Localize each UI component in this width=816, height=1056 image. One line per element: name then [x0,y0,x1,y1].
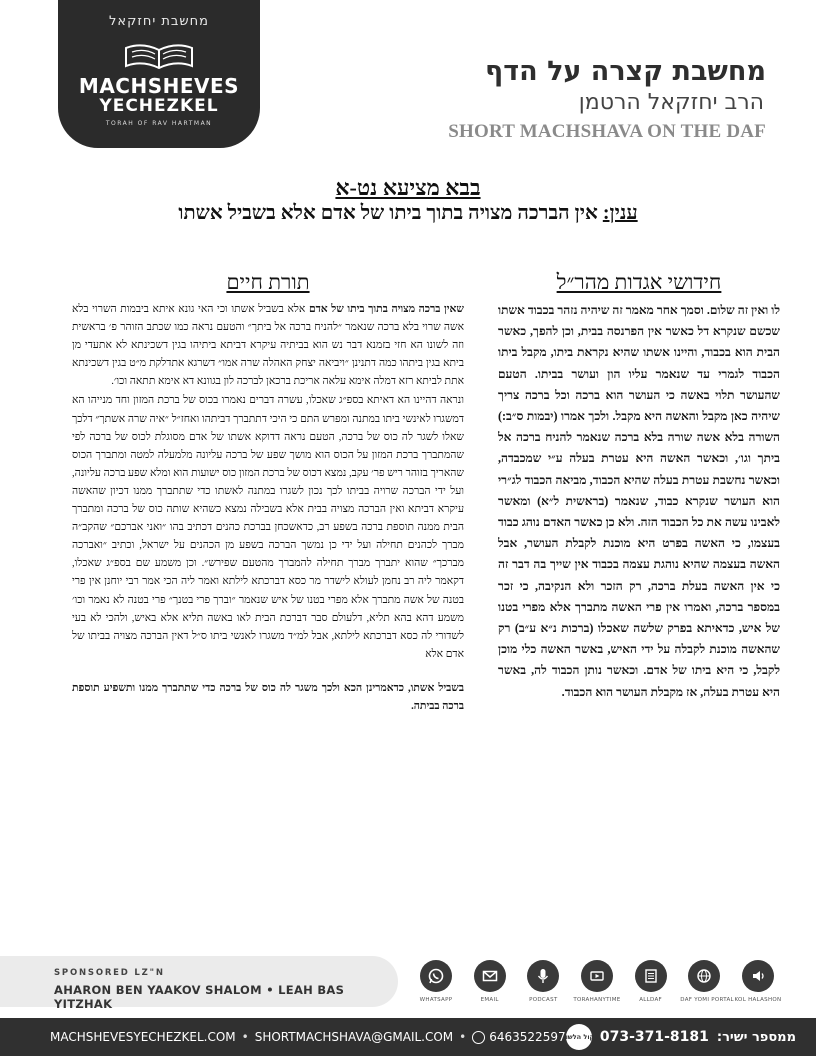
topic-title [40,202,776,225]
daf-title: בבא מציעא נט-א [335,175,481,200]
kol-halashon-logo: קול הלשון [566,1024,592,1050]
alldaf-link[interactable]: ALLDAF [627,960,675,1010]
email-link[interactable]: EMAIL [466,960,514,1010]
topic-text: אין הברכה מצויה בתוך ביתו של אדם אלא בשביל אשתו [178,202,603,224]
header-english: SHORT MACHSHAVA ON THE DAF [448,121,766,142]
contact-bar: MACHSHEVESYECHEZKEL.COM • SHORTMACHSHAVA@GMAIL.COM • 6463522597 ממספר ישיר: 073-371-8181 קול הלשון [0,1018,816,1056]
kol-halashon-icon [742,960,774,992]
whatsapp-icon [420,960,452,992]
left-paragraph-1-lead: שאין ברכה מצויה בתוך ביתו של אדם [308,303,464,315]
logo-hebrew: מחשבת יחזקאל [109,14,209,29]
kol-halashon-link[interactable]: KOL HALASHON [734,960,782,1010]
left-column-text [72,300,464,786]
open-book-icon [122,40,196,70]
topic-label: ענין: [602,202,638,224]
left-paragraph-1: שאין ברכה מצויה בתוך ביתו של אדם אלא בשביל אשתו וכי האי גונא איתא ביבמות השרוי בלא אשה שרוי בלא ברכה שנאמר ״להניח ברכה אל ביתך״ והטעם נראה כמו שכתב הזוהר פ׳ בראשית וזה לשונו הא חזי בזמנא דבר נש הוא בביתיה עיקרא דביתא ביתיהו בגין דשכינתא לא אתעדי מן ביתא בגין ביתהו כמה דתנינן ״ויביאה יצחק האהלה שרה אמו״ דשרגא אתדלקת מ״ט בגין דשכינתא אתת לביתא רזא דמלה אימא עלאה אריכת ברכאן לברכה לון בגוונא דא אימא תתאה וכו׳. [72,303,464,388]
email-icon [474,960,506,992]
phone-label: ממספר ישיר: [716,1029,796,1045]
left-paragraph-3: בשביל אשתו, כדאמרינן הכא ולכך משגר לה כוס של ברכה כדי שתתברך ממנו ותשפיע תוספת ברכה בביתה. [72,681,464,712]
dafyomi-portal-icon [688,960,720,992]
whatsapp-small-icon [472,1031,485,1044]
logo-line2: YECHEZKEL [99,96,219,116]
dafyomi-portal-link[interactable]: DAF YOMI PORTAL [680,960,728,1010]
platform-links [412,960,782,1010]
sponsor-label: SPONSORED LZ"N [54,968,165,978]
right-column-heading: חידושי אגדות מהר״ל [556,270,722,294]
podcast-link[interactable]: PODCAST [519,960,567,1010]
website-link[interactable]: MACHSHEVESYECHEZKEL.COM [50,1030,236,1044]
torahanytime-link[interactable]: TORAHANYTIME [573,960,621,1010]
header-rabbi: הרב יחזקאל הרטמן [578,90,764,115]
left-paragraph-2: ונראה דהיינו הא דאיתא בספ״ג שאכלו, עשרה דברים נאמרו בכוס של ברכת המזון וחד מנייהו הא דמשגרו לאינשי ביתו במתנה ומפרש התם כי היכי דתתברך דביתהו ואחז״ל ״איה שרה אשתך״ דלכך שאלו לשגר לה כוס של ברכה, הטעם נראה דדוקא אשתו של אדם מסוגלת לכוס של ברכה לפי שהמתברך ברכת המזון על הכוס הוא מושך שפע של ברכה עליונה מלמעלה למטה ומתברך הכוס שהאריך בזוהר ריש פר׳ עקב, נמצא דכוס של ברכת המזון כוס ישועות הוא ומלא שפע ברכה עליונה, ועל ידי הברכה שרויה בביתו לכך נכון לשגרו במתנה לאשתו כדי שתתברך ממנו דכיון שהאשה עיקרא דביתא ואין הברכה מצויה בבית אלא בשבילה נמצא כשהיא שותה כוס של ברכה ומתברך הבית ממנה תוספת ברכה בשפע רב, כדאשכחן בברכת כהנים דכתיב בהו ״ואני אברכם״ שהקב״ה מברך לכהנים תחילה ועל ידי כן נמשך הברכה בשפע מן הכהנים על ישראל, וכתיב ״ואברכה מברכך״ שהוא יתברך מברך תחילה להמברך מהטעם שפירש״. וכן משמע שם בספ״ג שאכלו, דקאמר ליה רב נחמן לעולא לישדר מר כסא דברכתא לילתא ואמר ליה הכי אמר רבי יוחנן אין פרי בטנה של אשה מתברך אלא מפרי בטנו של איש שנאמר ״וברך פרי בטנך״ פרי בטנה לא נאמר וכו׳ משמע דהא בהא תליא, דלעולם סבר דברכת הבית לאו באשה תליא אלא באיש, ולהכי לא בעי לשדורי לה כסא דברכתא לילתא, אבל למ״ד משגרו לאנשי ביתו ס״ל דאין הברכה מצויה בביתו של אדם אלא [72,394,464,660]
logo [58,0,260,148]
logo-line1: MACHSHEVES [78,74,240,98]
whatsapp-number[interactable]: 6463522597 [472,1030,565,1044]
torahanytime-icon [581,960,613,992]
email-address-link[interactable]: SHORTMACHSHAVA@GMAIL.COM [254,1030,454,1044]
sponsor-banner [0,956,398,1011]
alldaf-icon [635,960,667,992]
logo-tagline: TORAH OF RAV HARTMAN [105,120,213,127]
phone-number[interactable]: 073-371-8181 [599,1029,709,1045]
sponsor-names: AHARON BEN YAAKOV SHALOM • LEAH BAS YITZHAK [54,983,345,1011]
left-column-heading: תורת חיים [226,270,310,294]
whatsapp-link[interactable]: WHATSAPP [412,960,460,1010]
microphone-icon [527,960,559,992]
header-title: מחשבת קצרה על הדף [485,56,766,87]
direct-phone [563,1024,796,1050]
right-column-text: לו ואין זה שלום. וסמך אחר מאמר זה שיהיה נזהר בכבוד אשתו שכשם שנקרא דל כאשר אין הפרנסה בבית, וכן להפך, כאשר הבית הוא בכבוד, והיינו אשתו שהיא נקראת ביתו, מקבל ביתו הכבוד לגמרי עד שנאמר עליו הון ועושר בביתו. הטעם שהעושר תלוי באשה כי העושר הוא ברכה וכל ברכה צריך שיהיה כאן מקבל והאשה היא מקבל. ולכך אמרו (יבמות ס״ב:) השורה בלא אשה שורה בלא ברכה שנאמר להניח ברכה אל ביתך וגו׳, וכאשר האשה היא עטרת בעלה ע״י שמכבדה, וכאשר נחשבת עטרת בעלה שהיא הכבוד, מביאה הכבוד לג״רי הוא העושר שנקרא כבוד, שנאמר (בראשית ל״א) ומאשר לאבינו עשה את כל הכבוד הזה. ולא כן כאשר האדם נוהג כבוד בעצמו, כי האשה בפרט היא מוכנת לקבלת העושר, אבל האשה בעצמה שהיא נוהגת עצמה בכבוד אין שייך בה דבר זה כי אין האשה בעלת ברכה, רק הזכר ולא הנקיבה, כי זכר במספר ברכה, ואמרו אין פרי האשה מתברך אלא מפרי בטנו של איש, כדאיתא בפרק שלשה שאכלו (ברכות נ״א ע״ב) רק שהאשה מוכנת לקבלה על ידי האיש, באשר האשה כלי מוכן לקבל, כי היא ביתו של אדם. וכאשר נותן הכבוד לה, באשר היא עטרת בעלה, אז מקבלת העושר הוא הכבוד. [498,303,780,699]
